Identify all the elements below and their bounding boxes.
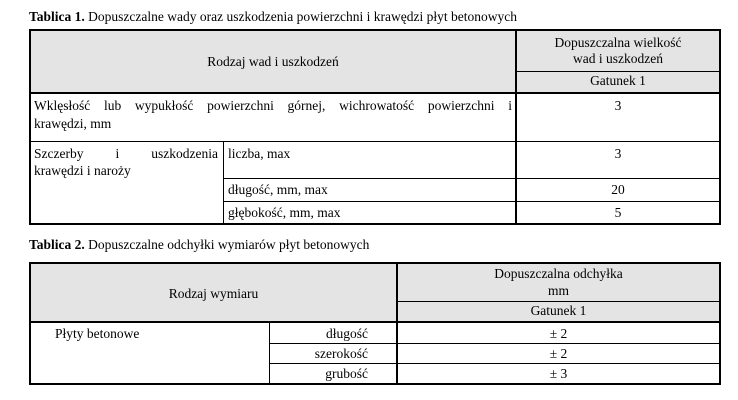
table1-subrow-value: 5 bbox=[614, 205, 622, 220]
table1-row-line bbox=[223, 201, 721, 202]
table2-caption-text: Dopuszczalne odchyłki wymiarów płyt betonowych bbox=[84, 237, 370, 252]
table1-sub-divider bbox=[223, 141, 224, 225]
table2-row-label: grubość bbox=[325, 366, 368, 381]
table1-subrow-label: liczba, max bbox=[228, 146, 291, 161]
table2-row-label: długość bbox=[326, 326, 368, 341]
table2-caption bbox=[29, 237, 369, 253]
table2-row-line bbox=[269, 343, 721, 344]
table1-row-line bbox=[29, 141, 721, 142]
table1-grade-line bbox=[516, 71, 720, 72]
table2-header-allowed-line2: mm bbox=[547, 283, 569, 298]
table2-row-value: ± 2 bbox=[549, 346, 568, 361]
table2-row-line bbox=[269, 363, 721, 364]
table1-border-top bbox=[29, 29, 721, 31]
table2-row-value: ± 2 bbox=[549, 326, 568, 341]
table1-caption-number: Tablica 1. bbox=[29, 9, 85, 24]
table1-header-separator bbox=[29, 92, 721, 94]
table1-col-divider bbox=[515, 29, 517, 225]
table1-subrow-label: głębokość, mm, max bbox=[228, 205, 341, 220]
table2-border-right bbox=[719, 262, 721, 385]
table2-grade-line bbox=[397, 301, 720, 302]
table1-border-left bbox=[29, 29, 31, 225]
table2-header-allowed-line1: Dopuszczalna odchyłka bbox=[494, 266, 623, 281]
table1-border-right bbox=[719, 29, 721, 225]
table1-subrow-value: 3 bbox=[614, 146, 622, 161]
table2-header-kind: Rodzaj wymiaru bbox=[168, 286, 259, 301]
table2-border-left bbox=[29, 262, 31, 385]
table1-caption bbox=[29, 9, 517, 25]
table1-header-grade: Gatunek 1 bbox=[590, 73, 646, 88]
table2-col-divider bbox=[396, 262, 398, 385]
table1-header-kind: Rodzaj wad i uszkodzeń bbox=[207, 54, 339, 69]
table1-header-allowed-line2: wad i uszkodzeń bbox=[573, 51, 663, 66]
table1-group-label-line1: Szczerby i uszkodzenia bbox=[34, 146, 218, 161]
table1-row1-label-line1: Wklęsłość lub wypukłość powierzchni górnej, wichrowatość powierzchni i bbox=[34, 98, 512, 113]
table1-subrow-value: 20 bbox=[611, 182, 625, 197]
table1-row1-label-line2: krawędzi, mm bbox=[34, 116, 112, 131]
table1-caption-text: Dopuszczalne wady oraz uszkodzenia powierzchni i krawędzi płyt betonowych bbox=[84, 9, 517, 24]
table1-header-allowed-line1: Dopuszczalna wielkość bbox=[554, 35, 682, 50]
table2-header-grade: Gatunek 1 bbox=[530, 303, 587, 318]
table1-row1-value: 3 bbox=[614, 98, 622, 113]
table2-border-top bbox=[29, 262, 721, 264]
table2-border-bottom bbox=[29, 383, 721, 385]
table1-group-label-line2: krawędzi i naroży bbox=[34, 163, 131, 178]
table2-group-label: Płyty betonowe bbox=[55, 326, 140, 341]
table1-subrow-label: długość, mm, max bbox=[228, 182, 328, 197]
table1-row-line bbox=[223, 178, 721, 179]
table2-header-separator bbox=[29, 321, 721, 323]
table2-row-label: szerokość bbox=[314, 346, 368, 361]
table2-caption-number: Tablica 2. bbox=[29, 237, 85, 252]
table1-border-bottom bbox=[29, 223, 721, 225]
table2-sub-divider bbox=[269, 321, 270, 385]
table2-row-value: ± 3 bbox=[549, 366, 568, 381]
